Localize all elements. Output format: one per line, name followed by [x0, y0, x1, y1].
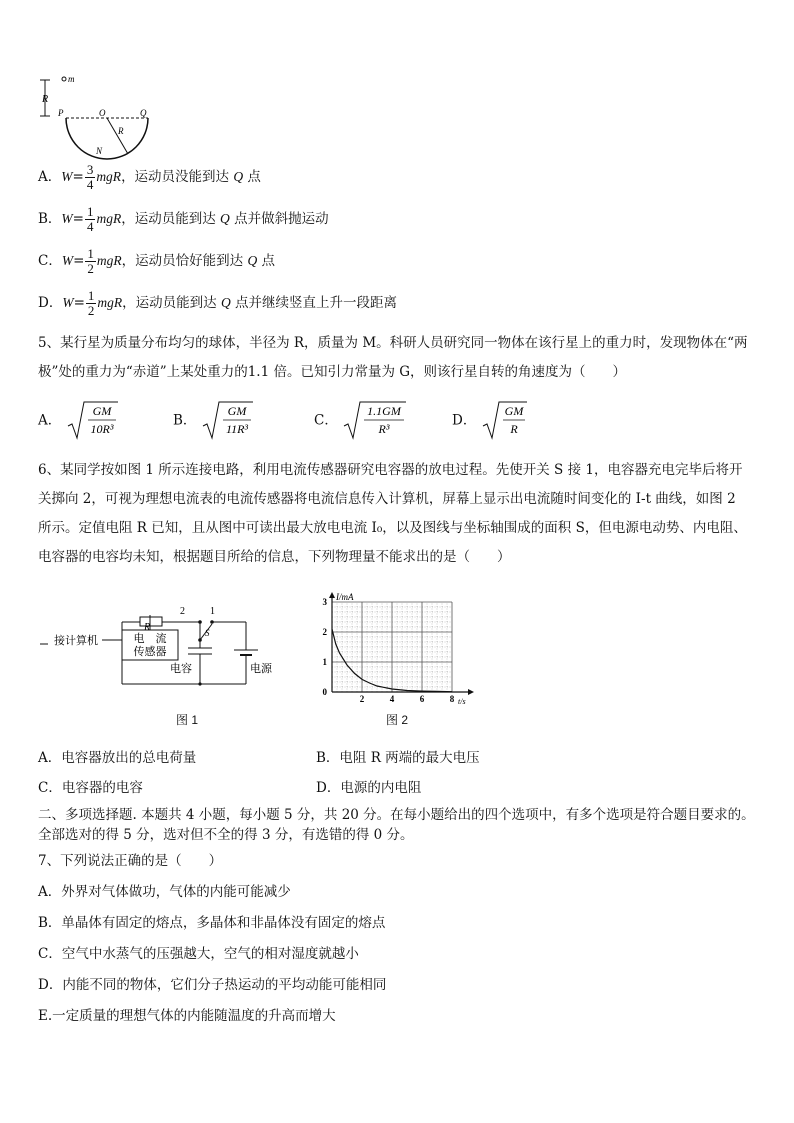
q5d-den: R: [509, 422, 518, 436]
label-O: O: [99, 108, 106, 118]
label-sensor2: 传感器: [133, 646, 167, 658]
label-R: R: [144, 622, 151, 633]
label-sensor1: 电 流: [133, 633, 167, 645]
y-tick-label: 0: [322, 687, 327, 697]
section2-line1: 二、多项选择题. 本题共 4 小题，每小题 5 分，共 20 分。在每小题给出的四个选项中，有多个选项是符合题目要求的。: [38, 807, 755, 823]
label-N: N: [96, 146, 103, 156]
chart-grid: [332, 602, 452, 692]
chart-ylabel: I/mA: [336, 592, 354, 602]
q7-option-e: E.一定质量的理想气体的内能随温度的升高而增大: [38, 1008, 336, 1024]
label-2: 2: [180, 606, 185, 617]
label-R-side: R: [42, 94, 49, 105]
q5b-den: 11R³: [225, 422, 248, 436]
q6-option-b: B．电阻 R 两端的最大电压: [316, 750, 480, 766]
q5b-num: GM: [227, 404, 247, 418]
fig1-caption: 图 1: [176, 713, 199, 727]
q6-option-a: A．电容器放出的总电荷量: [38, 750, 197, 766]
q5-stem-line1: 5、某行星为质量分布均匀的球体，半径为 R，质量为 M。科研人员研究同一物体在该行星上的重力时，发现物体在“两: [38, 335, 748, 351]
x-tick-label: 6: [419, 694, 425, 704]
sqrt-radical: [201, 400, 255, 442]
y-tick-label: 3: [322, 597, 327, 607]
q5c-num: 1.1GM: [367, 404, 401, 418]
y-tick-label: 2: [322, 627, 327, 637]
q4-option-b: B．W= $\frac{1}{4}$ mgR，运动员能到达 Q 点并做斜抛运动: [38, 204, 329, 234]
label-Q: Q: [140, 108, 147, 118]
sqrt-radical: [342, 400, 408, 442]
label-capacitor: 电容: [170, 663, 192, 675]
q7-option-d: D．内能不同的物体，它们分子热运动的平均动能可能相同: [38, 977, 387, 993]
chart-xlabel: t/s: [458, 697, 466, 706]
x-tick-label: 4: [389, 694, 395, 704]
q4-option-d: D．W= $\frac{1}{2}$ mgR，运动员能到达 Q 点并继续竖直上升一段距离: [38, 288, 397, 318]
q6-option-d: D．电源的内电阻: [316, 780, 422, 796]
y-tick-label: 1: [322, 657, 327, 667]
sqrt-radical: [481, 400, 529, 442]
label-computer: 接计算机: [54, 635, 98, 647]
sqrt-radical: [66, 400, 120, 442]
q5-option-a: A． GM 10R³: [38, 400, 120, 442]
q5-option-d: D． GM R: [452, 400, 529, 442]
q7-option-b: B．单晶体有固定的熔点，多晶体和非晶体没有固定的熔点: [38, 915, 386, 931]
halfpipe-figure: [36, 72, 166, 162]
circuit-figure: [40, 600, 290, 700]
q5d-num: GM: [504, 404, 523, 418]
label-R-radius: R: [118, 126, 124, 136]
q5-stem-line2: 极”处的重力为“赤道”上某处重力的1.1 倍。已知引力常量为 G，则该行星自转的角速度为（ ）: [38, 364, 627, 380]
fig2-caption: 图 2: [386, 713, 409, 727]
q7-option-a: A．外界对气体做功，气体的内能可能减少: [38, 884, 291, 900]
label-P: P: [58, 108, 64, 118]
q5-option-c: C． 1.1GM R³: [314, 400, 408, 442]
label-source: 电源: [250, 663, 272, 675]
x-tick-label: 8: [449, 694, 455, 704]
label-S: S: [205, 628, 210, 638]
q6-stem-line3: 所示。定值电阻 R 已知，且从图中可读出最大放电电流 I₀，以及图线与坐标轴围成的面积 S，但电源电动势、内电阻、: [38, 520, 747, 536]
q6-stem-line2: 关掷向 2，可视为理想电流表的电流传感器将电流信息传入计算机，屏幕上显示出电流随时间变化的 I-t 曲线，如图 2: [38, 491, 736, 507]
q7-option-c: C．空气中水蒸气的压强越大，空气的相对湿度就越小: [38, 946, 359, 962]
q6-option-c: C．电容器的电容: [38, 780, 143, 796]
q4-option-a: A．W= $\frac{3}{4}$ mgR，运动员没能到达 Q 点: [38, 162, 261, 192]
q5-option-b: B． GM 11R³: [173, 400, 255, 442]
q6-stem-line1: 6、某同学按如图 1 所示连接电路，利用电流传感器研究电容器的放电过程。先使开关 S 接 1，电容器充电完毕后将开: [38, 462, 743, 478]
current-time-chart: [310, 588, 480, 708]
x-tick-label: 2: [359, 694, 365, 704]
q7-stem: 7、下列说法正确的是（ ）: [38, 853, 223, 869]
section2-line2: 全部选对的得 5 分，选对但不全的得 3 分，有选错的得 0 分。: [38, 827, 414, 843]
label-m: m: [68, 74, 75, 84]
q5a-den: 10R³: [90, 422, 114, 436]
label-1: 1: [210, 606, 215, 617]
q5a-num: GM: [92, 404, 111, 418]
q5c-den: R³: [378, 422, 390, 436]
q4-option-c: C．W= $\frac{1}{2}$ mgR，运动员恰好能到达 Q 点: [38, 246, 275, 276]
q6-stem-line4: 电容器的电容均未知，根据题目所给的信息，下列物理量不能求出的是（ ）: [38, 549, 511, 565]
